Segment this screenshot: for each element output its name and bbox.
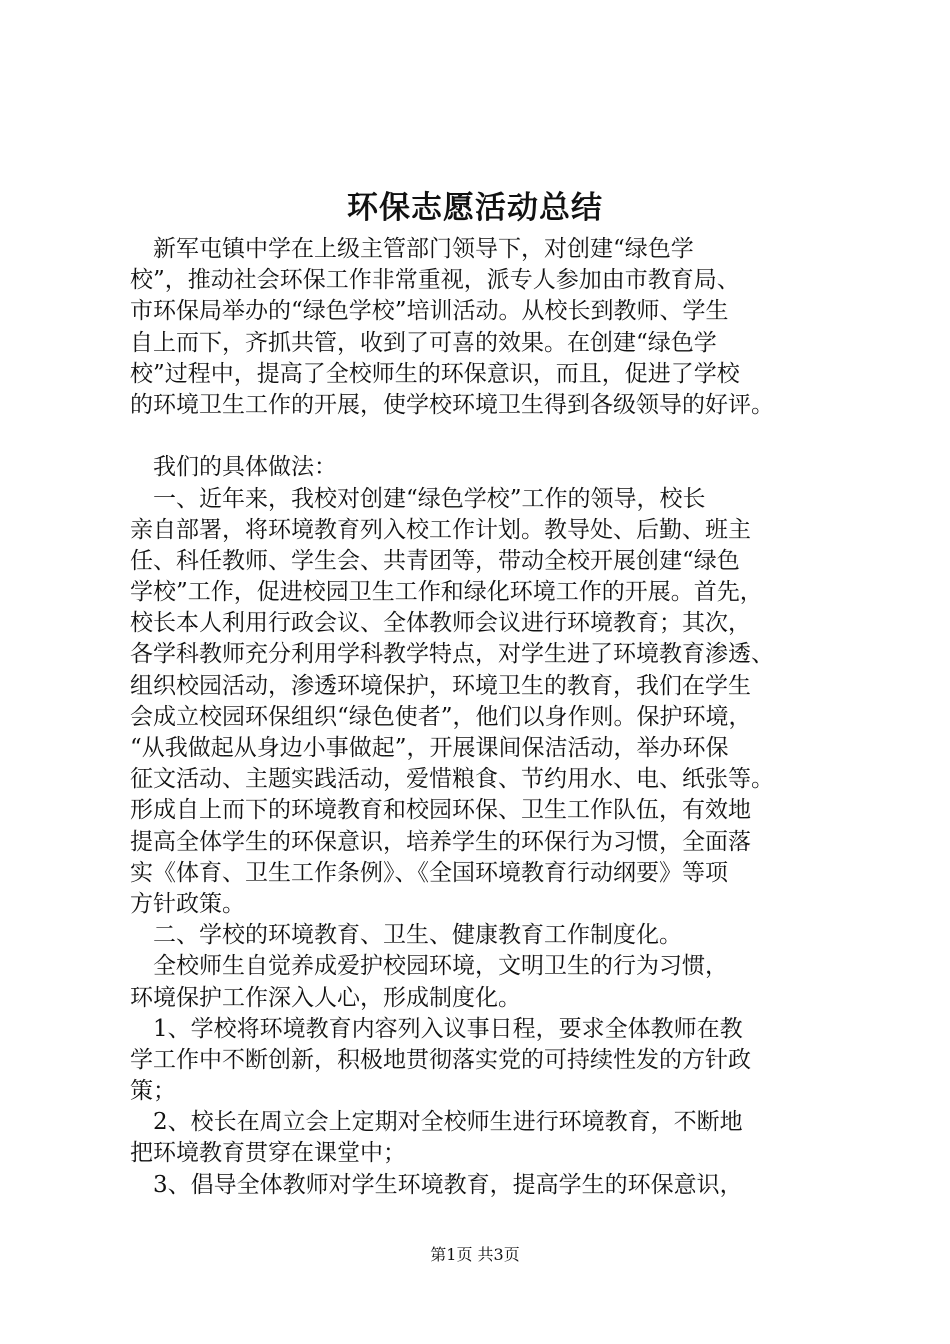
text-line: 二、学校的环境教育、卫生、健康教育工作制度化。 — [130, 922, 682, 949]
text-line: 全校师生自觉养成爱护校园环境，文明卫生的行为习惯， — [130, 953, 728, 980]
text-line — [130, 1201, 830, 1232]
text-line: 校长本人利用行政会议、全体教师会议进行环境教育；其次， — [130, 610, 751, 637]
text-line: 学工作中不断创新，积极地贯彻落实党的可持续性发的方针政 — [130, 1046, 751, 1073]
text-line: 2、校长在周立会上定期对全校师生进行环境教育，不断地 — [130, 1109, 743, 1136]
paragraph-gap — [130, 421, 830, 452]
text-line: 会成立校园环保组织“绿色使者”，他们以身作则。保护环境， — [130, 703, 752, 730]
text-line: 一、近年来，我校对创建“绿色学校”工作的领导，校长 — [130, 485, 706, 512]
text-line: 实《体育、卫生工作条例》、《全国环境教育行动纲要》等项 — [130, 859, 728, 886]
text-line: 形成自上而下的环境教育和校园环保、卫生工作队伍，有效地 — [130, 797, 751, 824]
document-body — [130, 234, 830, 1232]
text-line: 学校”工作，促进校园卫生工作和绿化环境工作的开展。首先， — [130, 579, 763, 606]
page-number-footer: 第1页 共3页 — [430, 1245, 520, 1264]
text-line: 把环境教育贯穿在课堂中； — [130, 1140, 406, 1167]
document-title: 环保志愿活动总结 — [347, 190, 603, 226]
text-line: 征文活动、主题实践活动，爱惜粮食、节约用水、电、纸张等。 — [130, 766, 774, 793]
paragraph-methods — [130, 452, 830, 1232]
text-line: 提高全体学生的环保意识，培养学生的环保行为习惯，全面落 — [130, 828, 751, 855]
text-line: 任、科任教师、学生会、共青团等，带动全校开展创建“绿色 — [130, 547, 740, 574]
text-line: 组织校园活动，渗透环境保护，环境卫生的教育，我们在学生 — [130, 672, 751, 699]
text-line: 各学科教师充分利用学科教学特点，对学生进了环境教育渗透、 — [130, 641, 774, 668]
text-line: 策； — [130, 1078, 176, 1105]
text-line: 新军屯镇中学在上级主管部门领导下，对创建“绿色学 — [130, 236, 694, 262]
text-line: 环境保护工作深入人心，形成制度化。 — [130, 984, 521, 1011]
text-line: 校”，推动社会环保工作非常重视，派专人参加由市教育局、 — [130, 267, 740, 294]
text-line: 3、倡导全体教师对学生环境教育，提高学生的环保意识， — [130, 1171, 743, 1198]
text-line: 的环境卫生工作的开展，使学校环境卫生得到各级领导的好评。 — [130, 391, 774, 418]
text-line: 方针政策。 — [130, 890, 245, 917]
text-line: 校”过程中，提高了全校师生的环保意识，而且，促进了学校 — [130, 360, 740, 387]
paragraph-intro — [130, 234, 830, 421]
text-line: 亲自部署，将环境教育列入校工作计划。教导处、后勤、班主 — [130, 516, 751, 543]
text-line: 我们的具体做法： — [130, 454, 337, 481]
text-line: 市环保局举办的“绿色学校”培训活动。从校长到教师、学生 — [130, 298, 729, 325]
text-line: 自上而下，齐抓共管，收到了可喜的效果。在创建“绿色学 — [130, 329, 717, 356]
text-line: 1、学校将环境教育内容列入议事日程，要求全体教师在教 — [130, 1015, 743, 1042]
text-line: “从我做起从身边小事做起”，开展课间保洁活动，举办环保 — [130, 735, 729, 761]
